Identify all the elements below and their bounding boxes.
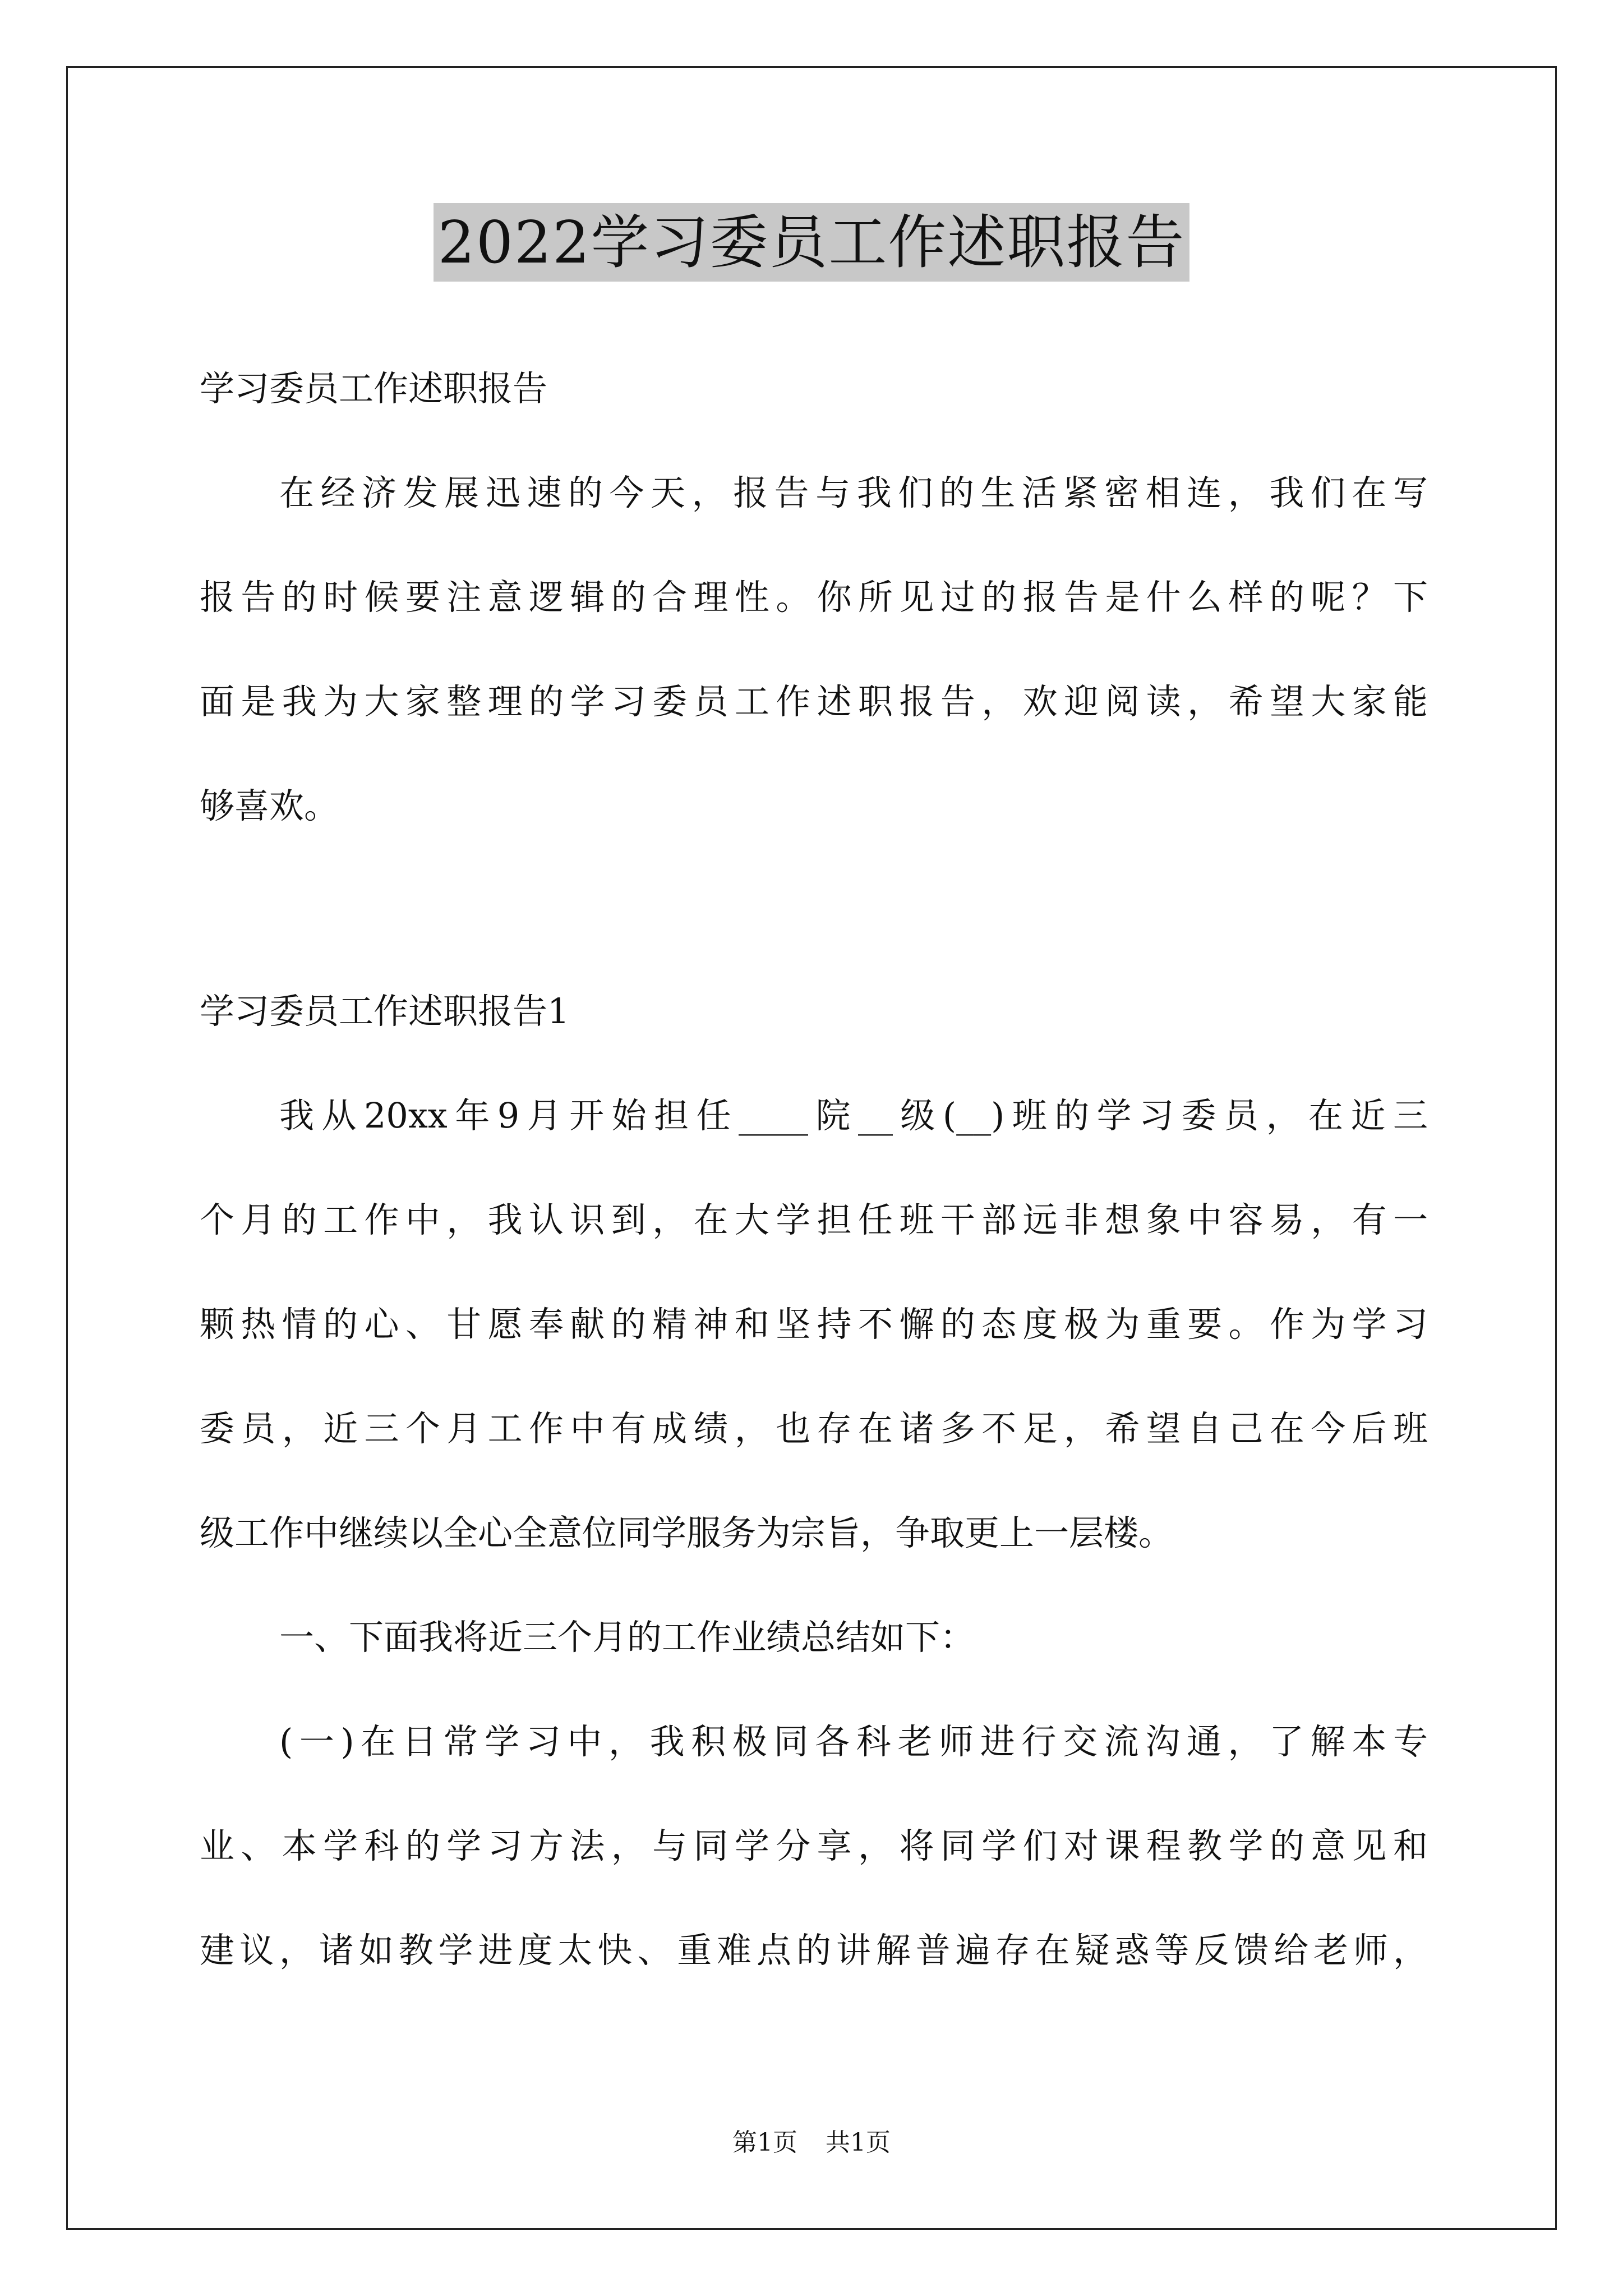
- paragraph-line: 颗热情的心、甘愿奉献的精神和坚持不懈的态度极为重要。作为学习: [200, 1304, 1428, 1345]
- section-heading: 学习委员工作述职报告1: [200, 991, 570, 1032]
- paragraph-line: 我从20xx年9月开始担任____院__级(__)班的学习委员，在近三: [279, 1095, 1428, 1136]
- title-wrap: [0, 203, 1623, 282]
- document-body: [200, 337, 1428, 2003]
- page-footer: [0, 2126, 1623, 2160]
- document-title: 2022学习委员工作述职报告: [434, 203, 1190, 282]
- paragraph-line: 个月的工作中，我认识到，在大学担任班干部远非想象中容易，有一: [200, 1199, 1428, 1240]
- page-total: 共1页: [826, 2128, 891, 2157]
- paragraph-line: 够喜欢。: [200, 785, 339, 826]
- page-number: 第1页: [732, 2128, 797, 2157]
- paragraph-line: 级工作中继续以全心全意位同学服务为宗旨，争取更上一层楼。: [200, 1512, 1174, 1553]
- paragraph-line: 报告的时候要注意逻辑的合理性。你所见过的报告是什么样的呢？下: [200, 577, 1428, 618]
- paragraph-line: 在经济发展迅速的今天，报告与我们的生活紧密相连，我们在写: [279, 472, 1428, 513]
- paragraph-line: 面是我为大家整理的学习委员工作述职报告，欢迎阅读，希望大家能: [200, 681, 1428, 722]
- paragraph-line: 委员，近三个月工作中有成绩，也存在诸多不足，希望自己在今后班: [200, 1408, 1428, 1449]
- section-spacer: [200, 858, 1428, 959]
- paragraph-line: (一)在日常学习中，我积极同各科老师进行交流沟通，了解本专: [279, 1721, 1428, 1762]
- paragraph-line: 一、下面我将近三个月的工作业绩总结如下：: [279, 1617, 975, 1658]
- paragraph-line: 业、本学科的学习方法，与同学分享，将同学们对课程教学的意见和: [200, 1825, 1428, 1866]
- section-heading: 学习委员工作述职报告: [200, 368, 548, 409]
- paragraph-line: 建议，诸如教学进度太快、重难点的讲解普遍存在疑惑等反馈给老师，: [200, 1930, 1428, 1971]
